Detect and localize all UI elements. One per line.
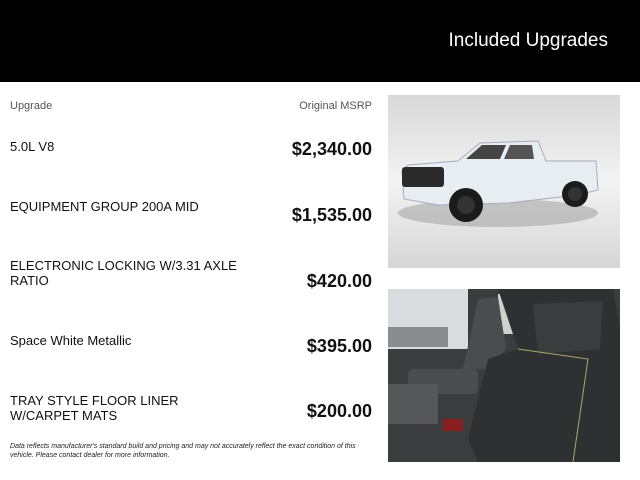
upgrade-name: EQUIPMENT GROUP 200A MID [10, 199, 199, 214]
column-header-upgrade: Upgrade [10, 100, 53, 112]
upgrade-price: $2,340.00 [291, 139, 372, 159]
upgrade-name: 5.0L V8 [10, 139, 55, 154]
upgrade-name: ELECTRONIC LOCKING W/3.31 AXLE RATIO [10, 258, 237, 288]
truck-exterior-photo [388, 95, 620, 268]
upgrade-price: $420.00 [306, 271, 372, 291]
header-banner [0, 0, 640, 82]
upgrade-name: TRAY STYLE FLOOR LINER W/CARPET MATS [10, 393, 179, 423]
truck-interior-photo [388, 289, 620, 462]
upgrade-name: Space White Metallic [10, 333, 132, 348]
upgrade-price: $200.00 [306, 401, 372, 421]
column-header-msrp: Original MSRP [299, 100, 372, 112]
disclaimer: Data reflects manufacturer's standard build and pricing and may not accurately reflect the exact condition of this vehicle. Please contact dealer for more information. [10, 443, 356, 459]
page-title: Included Upgrades [448, 30, 608, 51]
upgrade-price: $1,535.00 [291, 205, 372, 225]
upgrade-price: $395.00 [306, 336, 372, 356]
